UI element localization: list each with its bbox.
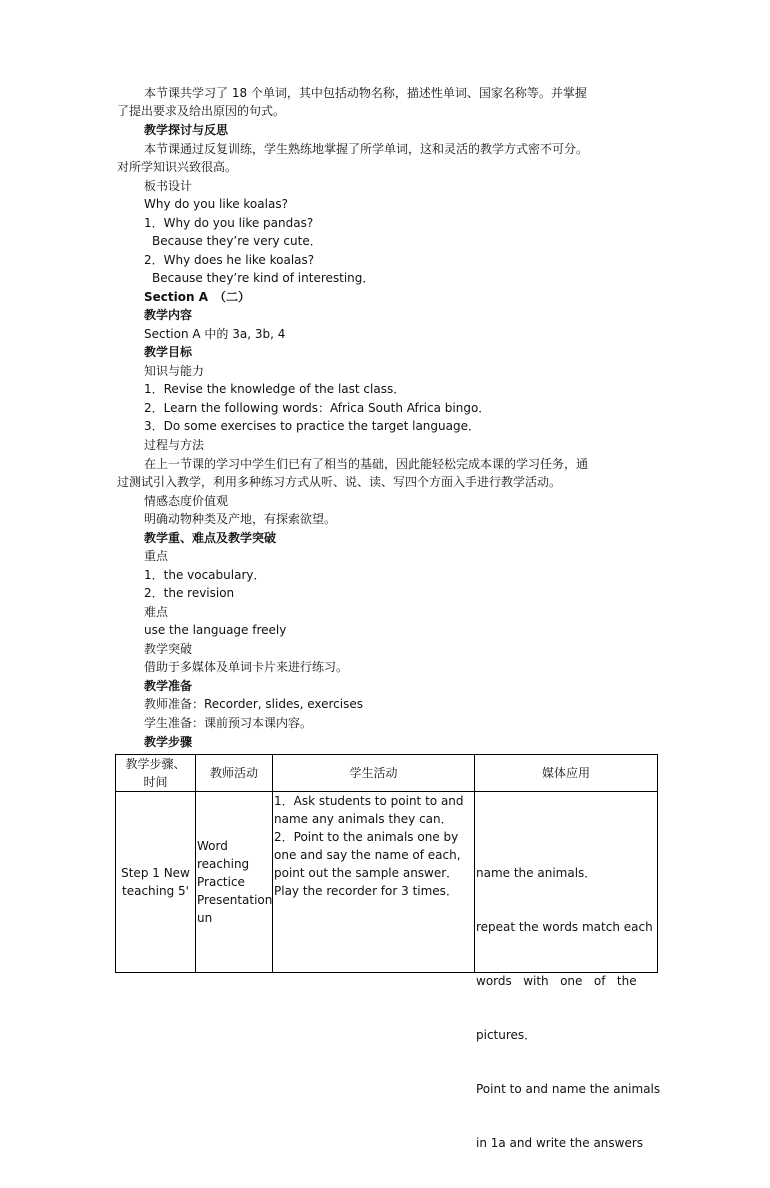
row1-step-line-1: Step 1 New [121,866,190,880]
goal-item-3: 3．Do some exercises to practice the target language． [144,419,480,433]
heading-reflection: 教学探讨与反思 [144,123,229,137]
heading-preparation: 教学准备 [144,679,193,693]
board-design-title: 板书设计 [144,179,193,193]
row1-student-line: name any animals they can． [274,812,453,826]
subheading-knowledge: 知识与能力 [144,364,205,378]
row1-teacher-line: Presentation [197,893,273,907]
header-teacher-activity: 教师活动 [196,755,273,792]
prep-student: 学生准备：课前预习本课内容。 [144,716,313,730]
row1-media-line: in 1a and write the answers [476,1136,644,1150]
summary-line-1: 本节课共学习了 18 个单词，其中包括动物名称，描述性单词、国家名称等。并掌握 [144,86,587,100]
heading-key-points: 教学重、难点及教学突破 [144,531,277,545]
reflection-line-1: 本节课通过反复训练，学生熟练地掌握了所学单词，这和灵活的教学方式密不可分。 [144,142,589,156]
header-step-time-line-2: 时间 [143,775,168,789]
subheading-emotion: 情感态度价值观 [144,494,229,508]
board-line-2: 1．Why do you like pandas? [144,216,314,230]
difficulty-title: 难点 [144,605,169,619]
summary-line-2: 了提出要求及给出原因的句式。 [117,104,286,118]
board-line-5: Because they’re kind of interesting． [152,271,375,285]
goal-item-1: 1．Revise the knowledge of the last class． [144,382,406,396]
row1-teacher-line: un [197,911,213,925]
row1-student-line: one and say the name of each, [274,848,461,862]
row1-teacher-line: Word [197,839,228,853]
row1-student-line: point out the sample answer． [274,866,459,880]
emotion-text: 明确动物种类及产地，有探索欲望。 [144,512,337,526]
row1-media-line: repeat the words match each [476,920,653,934]
key-item-2: 2．the revision [144,586,235,600]
breakthrough-text: 借助于多媒体及单词卡片来进行练习。 [144,660,349,674]
row1-student-line: 1．Ask students to point to and [274,794,464,808]
section-title: Section A （二） [144,290,250,304]
process-line-1: 在上一节课的学习中学生们已有了相当的基础，因此能轻松完成本课的学习任务，通 [144,457,589,471]
board-line-3: Because they’re very cute． [152,234,322,248]
heading-goals: 教学目标 [144,345,193,359]
heading-steps: 教学步骤 [144,735,193,749]
row1-student-activity [273,792,475,973]
row1-step-line-2: teaching 5' [122,884,189,898]
table-row [116,792,658,973]
row1-teacher-activity [196,792,273,973]
content-text: Section A 中的 3a, 3b, 4 [144,327,286,341]
difficulty-text: use the language freely [144,623,287,637]
row1-step-time [116,792,196,973]
board-line-4: 2．Why does he like koalas? [144,253,315,267]
row1-student-line: Play the recorder for 3 times． [274,884,458,898]
board-line-1: Why do you like koalas? [144,197,288,211]
goal-item-2: 2．Learn the following words：Africa South Africa bingo． [144,401,491,415]
teaching-steps-table [115,754,661,1150]
prep-teacher: 教师准备：Recorder, slides, exercises [144,697,363,711]
key-title: 重点 [144,549,169,563]
heading-content: 教学内容 [144,308,193,322]
row1-student-line: 2．Point to the animals one by [274,830,459,844]
row1-media-line: words with one of the [476,974,637,988]
header-media: 媒体应用 [475,755,658,792]
header-student-activity: 学生活动 [273,755,475,792]
header-step-time [116,755,196,792]
row1-teacher-line: reaching [197,857,250,871]
breakthrough-title: 教学突破 [144,642,193,656]
subheading-process: 过程与方法 [144,438,205,452]
reflection-line-2: 对所学知识兴致很高。 [117,160,238,174]
row1-media-line: name the animals． [476,866,597,880]
process-line-2: 过测试引入教学，利用多种练习方式从听、说、读、写四个方面入手进行教学活动。 [117,475,562,489]
key-item-1: 1．the vocabulary． [144,568,266,582]
row1-media [475,792,661,1150]
row1-media-line: pictures． [476,1028,537,1042]
row1-media-line: Point to and name the animals [476,1082,661,1096]
header-step-time-line-1: 教学步骤、 [125,757,186,771]
row1-teacher-line: Practice [197,875,245,889]
table-header-row [116,755,658,792]
